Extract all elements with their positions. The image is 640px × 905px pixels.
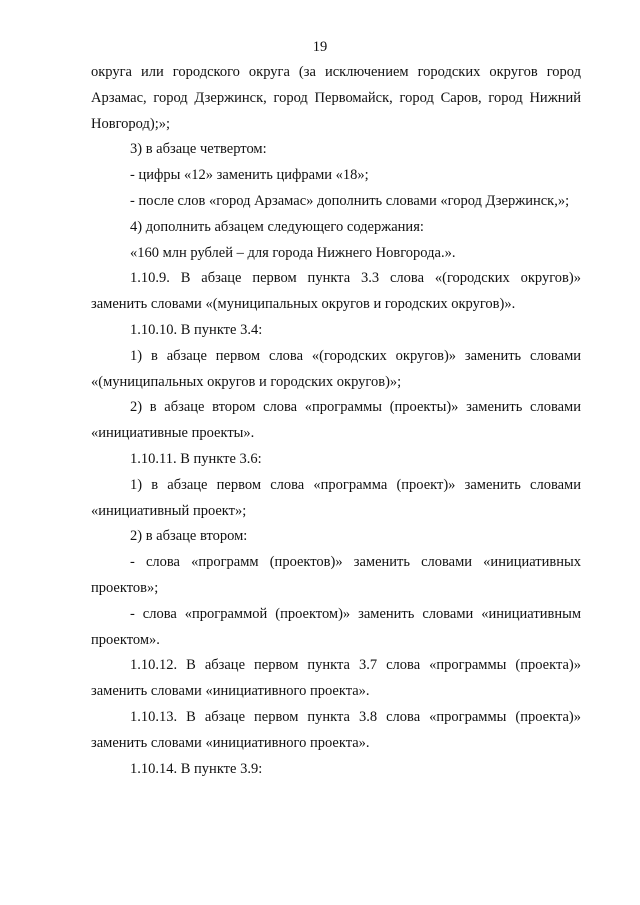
- page-number: 19: [312, 39, 328, 55]
- paragraph: 2) в абзаце втором:: [130, 528, 248, 545]
- paragraph: - слова «программ (проектов)» заменить словами «инициативных проектов»;: [91, 554, 581, 596]
- paragraph: 1.10.10. В пункте 3.4:: [130, 321, 263, 338]
- paragraph: 1.10.14. В пункте 3.9:: [130, 760, 263, 777]
- paragraph: 1.10.11. В пункте 3.6:: [130, 450, 262, 467]
- paragraph: 2) в абзаце втором слова «программы (проекты)» заменить словами «инициативные проекты».: [91, 399, 581, 442]
- paragraph: - цифры «12» заменить цифрами «18»;: [130, 167, 369, 184]
- paragraph-continuation: округа или городского округа (за исключением городских округов город Арзамас, город Дзержинск, город Первомайск, город Саров, город Нижний Новгород);»;: [91, 64, 581, 132]
- paragraph: 1.10.13. В абзаце первом пункта 3.8 слова «программы (проекта)» заменить словами «инициативного проекта».: [91, 708, 581, 751]
- paragraph: 3) в абзаце четвертом:: [130, 141, 267, 158]
- paragraph: - после слов «город Арзамас» дополнить словами «город Дзержинск,»;: [130, 192, 570, 209]
- paragraph: «160 млн рублей – для города Нижнего Новгорода.».: [130, 244, 456, 261]
- paragraph: - слова «программой (проектом)» заменить словами «инициативным проектом».: [91, 605, 581, 648]
- paragraph: 1.10.12. В абзаце первом пункта 3.7 слова «программы (проекта)» заменить словами «инициативного проекта».: [91, 657, 581, 700]
- paragraph: 1.10.9. В абзаце первом пункта 3.3 слова «(городских округов)» заменить словами «(муниципальных округов и городских округов)».: [91, 270, 581, 313]
- document-body: [91, 60, 581, 782]
- paragraph: 1) в абзаце первом слова «(городских округов)» заменить словами «(муниципальных округов и городских округов)»;: [91, 347, 581, 390]
- paragraph: 4) дополнить абзацем следующего содержания:: [130, 218, 424, 235]
- paragraph: 1) в абзаце первом слова «программа (проект)» заменить словами «инициативный проект»;: [91, 476, 581, 519]
